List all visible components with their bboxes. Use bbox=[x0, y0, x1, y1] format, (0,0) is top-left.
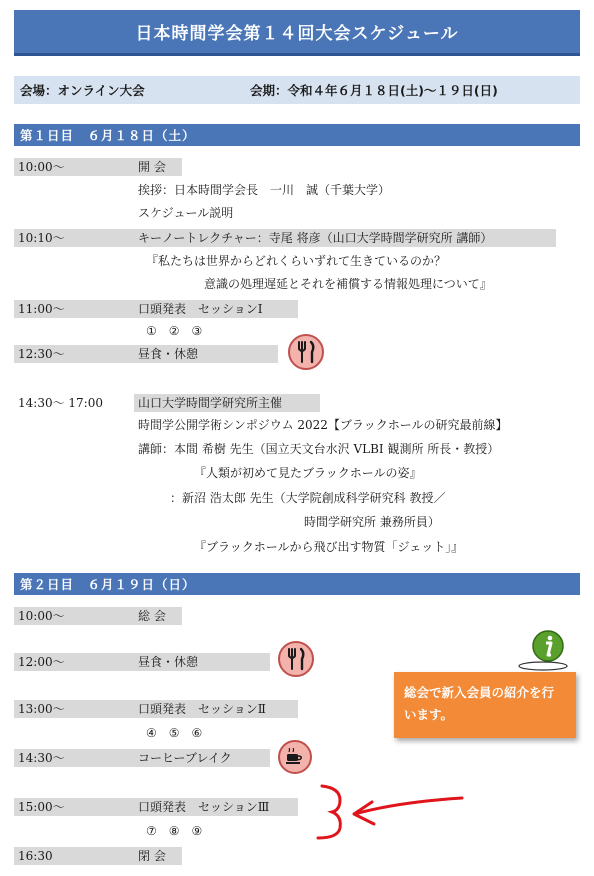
red-bracket-arrow-icon bbox=[310, 780, 470, 844]
schedule-row bbox=[14, 157, 580, 177]
row-time: 10:00〜 bbox=[18, 160, 65, 174]
symposium-lecturer-1: 講師：本間 希樹 先生（国立天文台水沢 VLBI 観測所 所長・教授） bbox=[138, 442, 500, 456]
fork-knife-icon bbox=[288, 334, 324, 370]
symposium-lecturer-2-affil: 時間学研究所 兼務所員） bbox=[304, 515, 440, 529]
row-time: 15:00〜 bbox=[18, 800, 65, 814]
schedule-row bbox=[14, 797, 580, 817]
symposium-talk-1: 『人類が初めて見たブラックホールの姿』 bbox=[194, 466, 422, 480]
day1-header: 第１日目 ６月１８日（土） bbox=[14, 124, 580, 146]
page-title: 日本時間学会第１４回大会スケジュール bbox=[14, 10, 580, 56]
row-label: 口頭発表 セッションⅠ bbox=[138, 302, 263, 316]
row-label: 昼食・休憩 bbox=[138, 655, 199, 669]
row-label: 開 会 bbox=[138, 160, 166, 174]
row-time: 11:00〜 bbox=[18, 302, 65, 316]
opening-schedule: スケジュール説明 bbox=[138, 206, 234, 220]
schedule-row bbox=[14, 606, 580, 626]
opening-greeting: 挨拶：日本時間学会長 一川 誠（千葉大学） bbox=[138, 183, 391, 197]
row-label: キーノートレクチャー：寺尾 将彦（山口大学時間学研究所 講師） bbox=[138, 231, 493, 245]
coffee-cup-icon bbox=[278, 740, 312, 774]
schedule-row bbox=[14, 393, 580, 413]
symposium-lecturer-2: ：新沼 浩太郎 先生（大学院創成科学研究科 教授／ bbox=[170, 491, 446, 505]
session3-numbers: ⑦ ⑧ ⑨ bbox=[146, 824, 203, 838]
info-icon bbox=[516, 628, 570, 672]
fork-knife-icon bbox=[278, 641, 314, 677]
venue-text: 会場：オンライン大会 bbox=[20, 83, 145, 98]
row-time: 12:30〜 bbox=[18, 347, 65, 361]
row-label: 口頭発表 セッションⅢ bbox=[138, 800, 270, 814]
venue-bar bbox=[14, 76, 580, 104]
schedule-row bbox=[14, 299, 580, 319]
row-label: 総 会 bbox=[138, 609, 166, 623]
period-text: 会期：令和４年６月１８日(土)〜１９日(日) bbox=[250, 83, 498, 98]
new-member-note: 総会で新入会員の紹介を行います。 bbox=[394, 672, 576, 738]
row-time: 12:00〜 bbox=[18, 655, 65, 669]
symposium-title: 時間学公開学術シンポジウム 2022【ブラックホールの研究最前線】 bbox=[138, 418, 508, 432]
row-label: 閉 会 bbox=[138, 849, 166, 863]
row-time: 16:30 bbox=[18, 849, 53, 863]
day2-header: 第２日目 ６月１９日（日） bbox=[14, 573, 580, 595]
row-time: 13:00〜 bbox=[18, 702, 65, 716]
row-label: 昼食・休憩 bbox=[138, 347, 199, 361]
schedule-row bbox=[14, 228, 580, 248]
row-time: 10:00〜 bbox=[18, 609, 65, 623]
row-time: 14:30〜 bbox=[18, 751, 65, 765]
row-label: 山口大学時間学研究所主催 bbox=[138, 396, 283, 410]
keynote-title-1: 『私たちは世界からどれくらいずれて生きているのか？ bbox=[146, 254, 447, 268]
session2-numbers: ④ ⑤ ⑥ bbox=[146, 726, 203, 740]
keynote-title-2: 意識の処理遅延とそれを補償する情報処理について』 bbox=[204, 277, 492, 291]
row-label: 口頭発表 セッションⅡ bbox=[138, 702, 266, 716]
symposium-talk-2: 『ブラックホールから飛び出す物質「ジェット」』 bbox=[194, 540, 464, 554]
schedule-row bbox=[14, 846, 580, 866]
session1-numbers: ① ② ③ bbox=[146, 324, 203, 338]
row-label: コーヒーブレイク bbox=[138, 751, 232, 765]
row-time: 14:30〜 17:00 bbox=[18, 396, 103, 410]
row-time: 10:10〜 bbox=[18, 231, 65, 245]
